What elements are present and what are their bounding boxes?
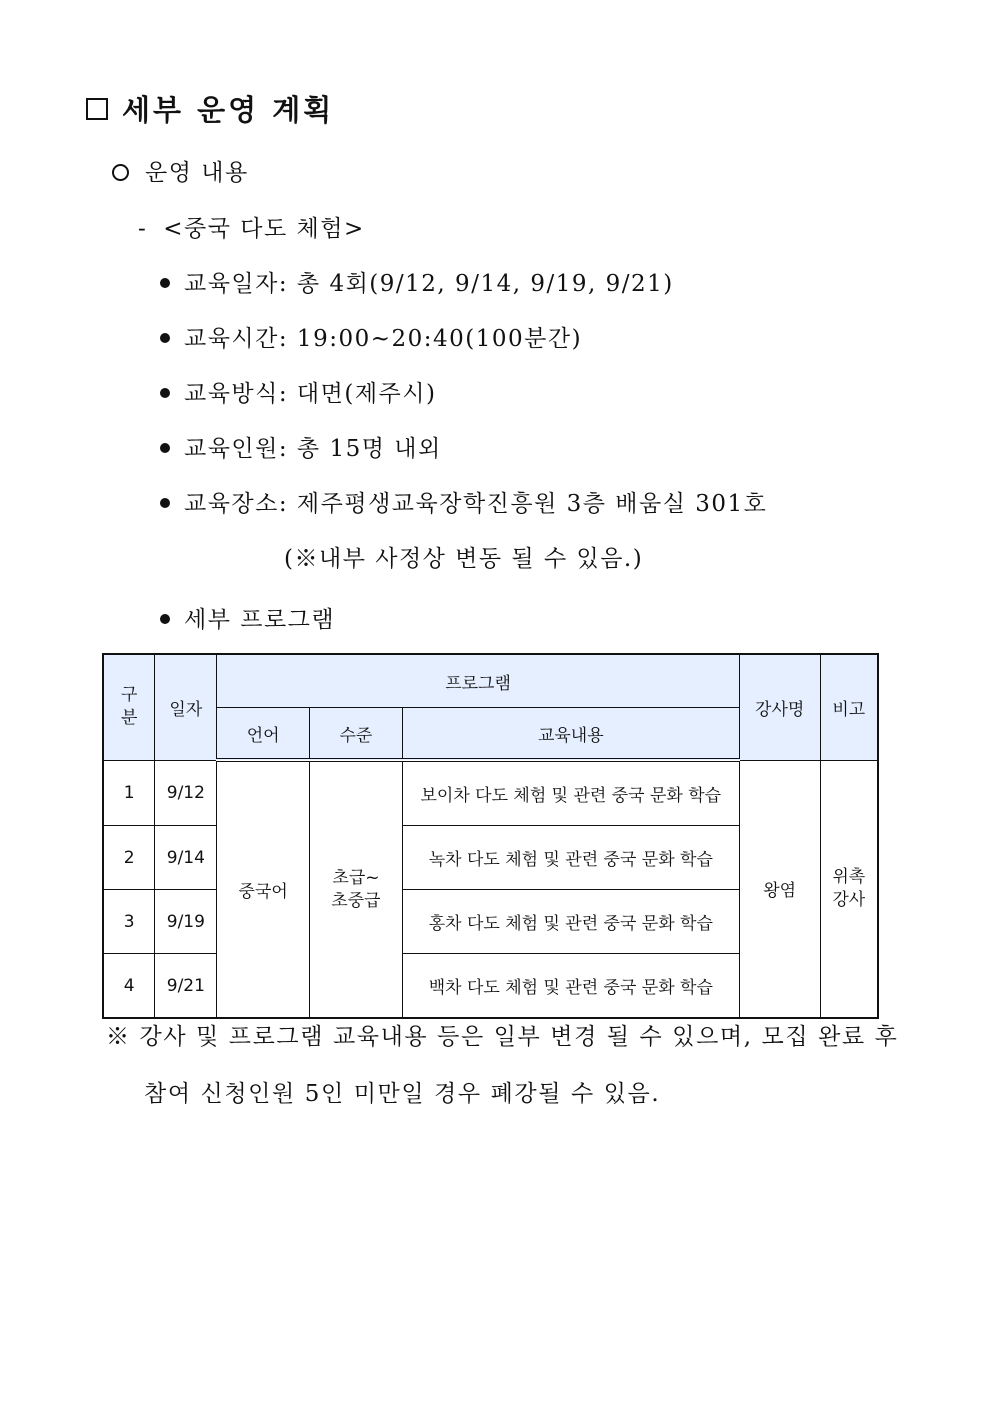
list-item	[160, 320, 582, 353]
cell-content: 보이차 다도 체험 및 관련 중국 문화 학습	[402, 760, 739, 826]
header-remarks: 비고	[820, 654, 878, 760]
list-item-text: 교육시간: 19:00~20:40(100분간)	[184, 326, 583, 352]
cell-remarks-line1: 위촉	[832, 866, 866, 887]
header-date: 일자	[155, 654, 217, 760]
circle-bullet-icon	[112, 164, 129, 181]
list-item-text: 교육장소: 제주평생교육장학진흥원 3층 배움실 301호	[184, 491, 768, 517]
header-program: 프로그램	[217, 654, 739, 708]
cell-date: 9/21	[155, 954, 217, 1019]
cell-content: 홍차 다도 체험 및 관련 중국 문화 학습	[402, 890, 739, 954]
cell-level	[310, 760, 403, 1018]
bullet-icon	[160, 388, 170, 398]
cell-date: 9/19	[155, 890, 217, 954]
cell-date: 9/12	[155, 760, 217, 826]
cell-date: 9/14	[155, 826, 217, 890]
cell-no: 4	[103, 954, 155, 1019]
list-item-text: 교육일자: 총 4회(9/12, 9/14, 9/19, 9/21)	[184, 271, 674, 297]
cell-remarks	[820, 760, 878, 1018]
program-table	[102, 653, 879, 1019]
cell-no: 1	[103, 760, 155, 826]
cell-level-line1: 초급~	[332, 867, 380, 888]
list-item	[160, 485, 767, 518]
list-item	[160, 375, 436, 408]
header-no: 구분	[103, 654, 155, 760]
cell-language: 중국어	[217, 760, 310, 1018]
cell-content: 녹차 다도 체험 및 관련 중국 문화 학습	[402, 826, 739, 890]
cell-instructor: 왕염	[739, 760, 820, 1018]
list-item-text: 교육인원: 총 15명 내외	[184, 436, 442, 462]
table-row	[103, 760, 878, 826]
subheading-operation	[112, 154, 249, 187]
dash-marker: -	[138, 216, 148, 242]
cell-content: 백차 다도 체험 및 관련 중국 문화 학습	[402, 954, 739, 1019]
subsection-title	[138, 210, 365, 243]
location-note: (※내부 사정상 변동 될 수 있음.)	[284, 546, 644, 572]
list-item-program	[160, 601, 335, 634]
table-header-row	[103, 654, 878, 708]
section-heading	[86, 88, 334, 129]
bullet-icon	[160, 278, 170, 288]
list-item	[160, 265, 674, 298]
program-heading-text: 세부 프로그램	[184, 607, 336, 633]
cell-no: 3	[103, 890, 155, 954]
header-instructor: 강사명	[739, 654, 820, 760]
footnote-line1: ※ 강사 및 프로그램 교육내용 등은 일부 변경 될 수 있으며, 모집 완료 후	[106, 1024, 899, 1050]
checkbox-icon	[86, 98, 108, 120]
header-level: 수준	[310, 708, 403, 761]
header-language: 언어	[217, 708, 310, 761]
cell-remarks-line2: 강사	[832, 889, 866, 910]
bullet-icon	[160, 443, 170, 453]
cell-level-line2: 초중급	[331, 890, 381, 911]
bullet-icon	[160, 333, 170, 343]
list-item	[160, 430, 442, 463]
cell-no: 2	[103, 826, 155, 890]
section-heading-text: 세부 운영 계획	[122, 93, 335, 127]
bullet-icon	[160, 614, 170, 624]
list-item-text: 교육방식: 대면(제주시)	[184, 381, 437, 407]
subheading-operation-text: 운영 내용	[145, 160, 249, 186]
footnote-line2: 참여 신청인원 5인 미만일 경우 폐강될 수 있음.	[144, 1081, 661, 1107]
subsection-title-text: <중국 다도 체험>	[163, 216, 365, 242]
header-content: 교육내용	[402, 708, 739, 761]
bullet-icon	[160, 498, 170, 508]
